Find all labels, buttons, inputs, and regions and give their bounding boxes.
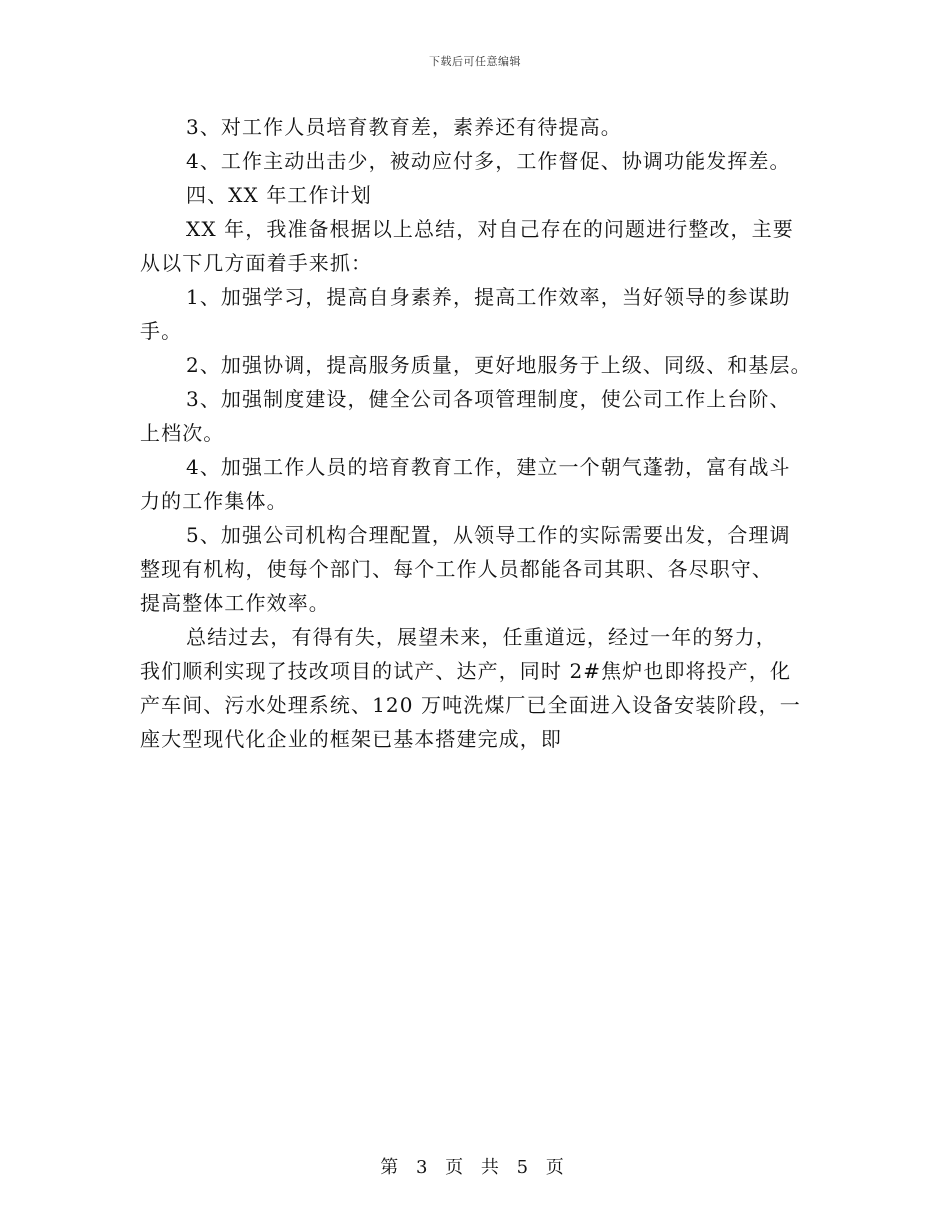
text-line: XX 年，我准备根据以上总结，对自己存在的问题进行整改，主要 xyxy=(186,217,794,241)
document-body xyxy=(140,110,820,756)
text-line: 从以下几方面着手来抓： xyxy=(140,251,373,275)
text-line: 我们顺利实现了技改项目的试产、达产，同时 2#焦炉也即将投产，化 xyxy=(140,659,792,683)
text-line: 提高整体工作效率。 xyxy=(140,591,330,615)
text-line: 座大型现代化企业的框架已基本搭建完成，即 xyxy=(140,727,562,751)
text-line: 4、工作主动出击少，被动应付多，工作督促、协调功能发挥差。 xyxy=(186,149,791,173)
page-number: 第 3 页 共 5 页 xyxy=(380,1157,570,1178)
text-line: 2、加强协调，提高服务质量，更好地服务于上级、同级、和基层。 xyxy=(186,353,812,377)
text-line: 总结过去，有得有失，展望未来，任重道远，经过一年的努力， xyxy=(186,625,777,649)
text-line: 产车间、污水处理系统、120 万吨洗煤厂已全面进入设备安装阶段，一 xyxy=(140,693,801,717)
section-heading: 四、XX 年工作计划 xyxy=(186,183,372,207)
text-line: 1、加强学习，提高自身素养，提高工作效率，当好领导的参谋助 xyxy=(186,285,791,309)
text-line: 整现有机构，使每个部门、每个工作人员都能各司其职、各尽职守、 xyxy=(140,557,773,581)
text-line: 3、加强制度建设，健全公司各项管理制度，使公司工作上台阶、 xyxy=(186,387,791,411)
text-line: 手。 xyxy=(140,319,183,343)
page-header: 下载后可任意编辑 xyxy=(429,55,521,68)
text-line: 3、对工作人员培育教育差，素养还有待提高。 xyxy=(186,115,622,139)
text-line: 4、加强工作人员的培育教育工作，建立一个朝气蓬勃，富有战斗 xyxy=(186,455,791,479)
text-line: 5、加强公司机构合理配置，从领导工作的实际需要出发，合理调 xyxy=(186,523,791,547)
text-line: 力的工作集体。 xyxy=(140,489,288,513)
text-line: 上档次。 xyxy=(140,421,225,445)
